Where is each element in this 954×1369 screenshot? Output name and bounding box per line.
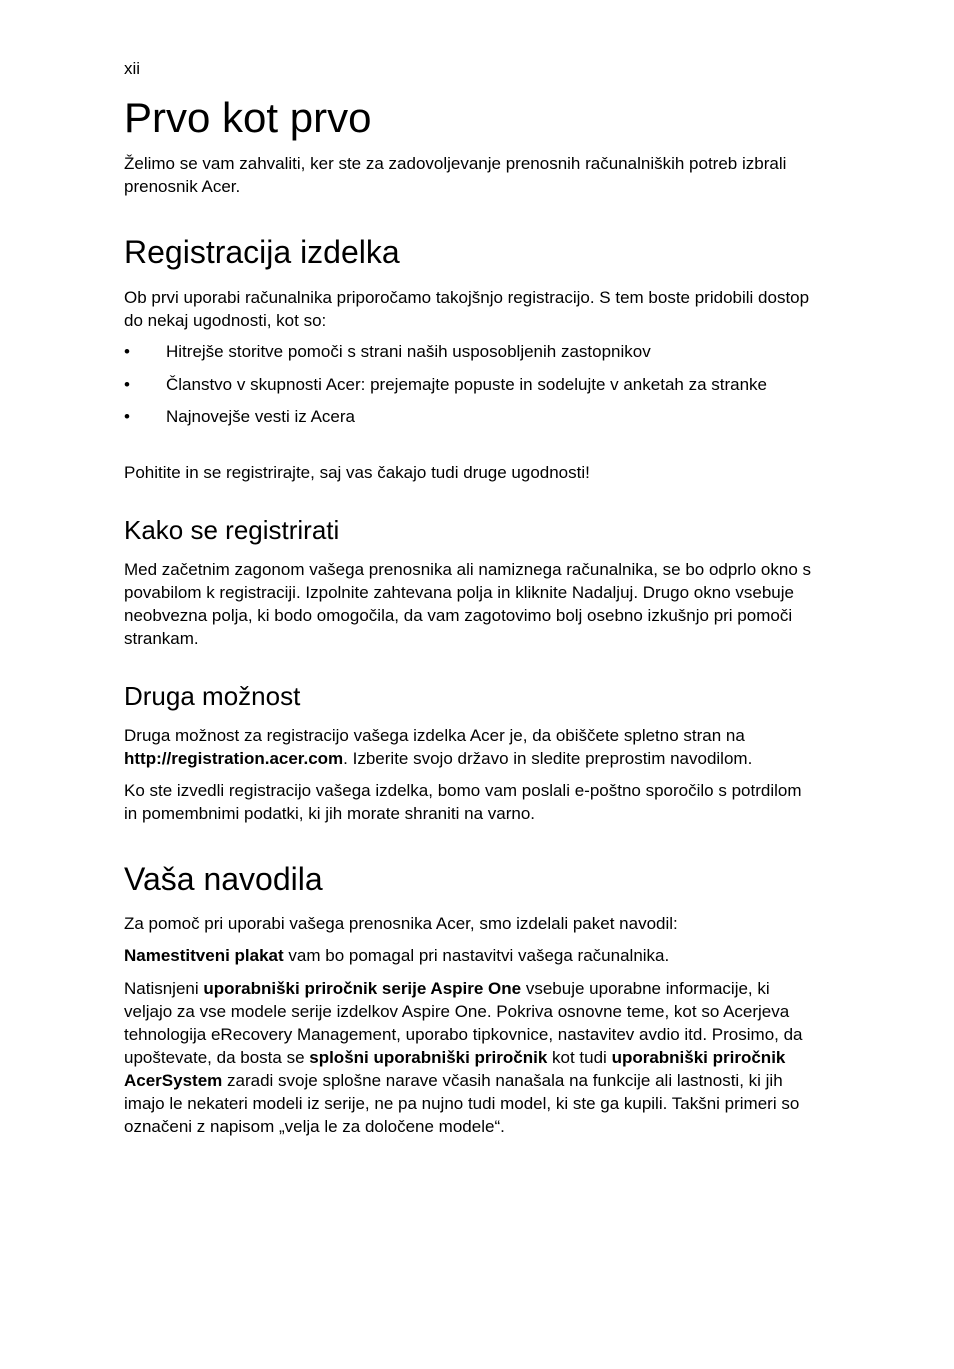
bullet-icon: • bbox=[124, 375, 130, 394]
intro-paragraph: Želimo se vam zahvaliti, ker ste za zadovoljevanje prenosnih računalniških potreb izbrali prenosnik Acer. bbox=[124, 154, 787, 196]
list-item-text: Članstvo v skupnosti Acer: prejemajte popuste in sodelujte v anketah za stranke bbox=[166, 375, 768, 394]
list-item bbox=[124, 373, 814, 396]
bullet-icon: • bbox=[124, 342, 130, 361]
other-option-heading: Druga možnost bbox=[124, 681, 301, 711]
guides-intro: Za pomoč pri uporabi vašega prenosnika Acer, smo izdelali paket navodil: bbox=[124, 914, 678, 933]
registration-heading: Registracija izdelka bbox=[124, 234, 400, 270]
how-to-register-paragraph: Med začetnim zagonom vašega prenosnika ali namiznega računalnika, se bo odprlo okno s povabilom k registraciji. Izpolnite zahtevana polja in kliknite Nadaljuj. Drugo okno vsebuje neobvezna polja, ki bodo omogočila, da vam zagotovimo bolj osebno izkušnjo pri pomoči strankam. bbox=[124, 560, 812, 648]
guides-heading: Vaša navodila bbox=[124, 861, 323, 897]
list-item bbox=[124, 405, 814, 428]
benefits-list bbox=[124, 340, 814, 428]
other-option-paragraph: Druga možnost za registracijo vašega izdelka Acer je, da obiščete spletno stran na http://registration.acer.com. Izberite svojo državo in sledite preprostim navodilom. bbox=[124, 726, 753, 768]
list-item bbox=[124, 340, 814, 363]
registration-closing: Pohitite in se registrirajte, saj vas čakajo tudi druge ugodnosti! bbox=[124, 463, 590, 482]
registration-paragraph: Ob prvi uporabi računalnika priporočamo takojšnjo registracijo. S tem boste pridobili dostop do nekaj ugodnosti, kot so: bbox=[124, 288, 810, 330]
list-item-text: Hitrejše storitve pomoči s strani naših usposobljenih zastopnikov bbox=[166, 342, 651, 361]
list-item-text: Najnovejše vesti iz Acera bbox=[166, 407, 355, 426]
registration-url-link[interactable]: http://registration.acer.com bbox=[124, 749, 344, 768]
page-title: Prvo kot prvo bbox=[124, 94, 372, 141]
manual-paragraph: Natisnjeni uporabniški priročnik serije Aspire One vsebuje uporabne informacije, ki veljajo za vse modele serije izdelkov Aspire One. Pokriva osnovne teme, kot so Acerjeva tehnologija eRecovery Management, uporabo tipkovnice, nastavitev avdio itd. Prosimo, da upoštevate, da bosta se splošni uporabniški priročnik kot tudi uporabniški priročnik AcerSystem zaradi svoje splošne narave včasih nanašala na funkcije ali lastnosti, ki jih imajo le nekateri modeli iz serije, ne pa nujno tudi model, ki ste ga kupili. Takšni primeri so označeni z napisom „velja le za določene modele“. bbox=[124, 979, 803, 1136]
confirmation-paragraph: Ko ste izvedli registracijo vašega izdelka, bomo vam poslali e-poštno sporočilo s potrdilom in pomembnimi podatki, ki jih morate shraniti na varno. bbox=[124, 781, 802, 823]
poster-paragraph: Namestitveni plakat vam bo pomagal pri nastavitvi vašega računalnika. bbox=[124, 946, 670, 965]
how-to-register-heading: Kako se registrirati bbox=[124, 515, 340, 545]
bullet-icon: • bbox=[124, 407, 130, 426]
page-number: xii bbox=[124, 59, 141, 78]
